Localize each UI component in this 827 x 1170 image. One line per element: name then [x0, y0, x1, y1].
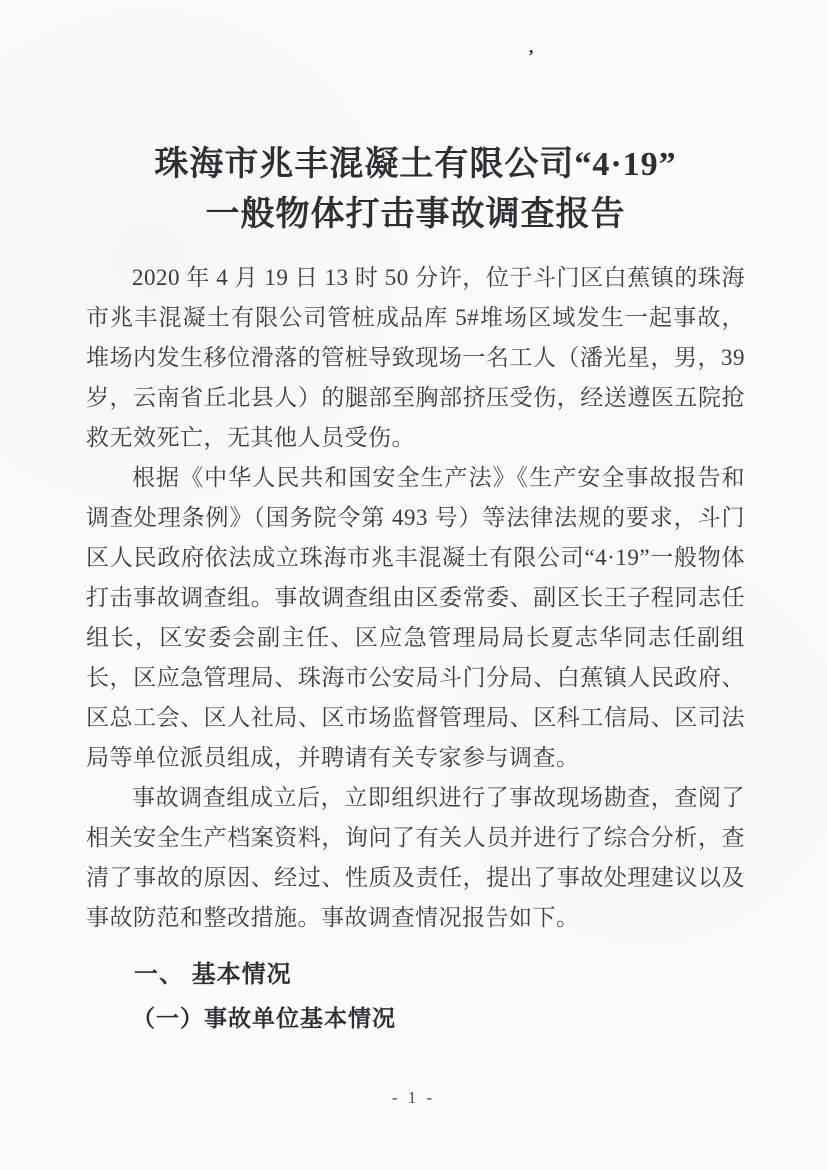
report-title-line2: 一般物体打击事故调查报告	[205, 196, 626, 233]
report-title	[86, 140, 745, 240]
paragraph-investigation-team: 根据《中华人民共和国安全生产法》《生产安全事故报告和调查处理条例》（国务院令第 493 号）等法律法规的要求，斗门区人民政府依法成立珠海市兆丰混凝土有限公司“4·19”一般物体打击事故调查组。事故调查组由区委常委、副区长王子程同志任组长，区安委会副主任、区应急管理局局长夏志华同志任副组长，区应急管理局、珠海市公安局斗门分局、白蕉镇人民政府、区总工会、区人社局、区市场监督管理局、区科工信局、区司法局等单位派员组成，并聘请有关专家参与调查。	[86, 465, 745, 770]
stray-comma-mark: ’	[528, 46, 534, 66]
report-title-line1: 珠海市兆丰混凝土有限公司“4·19”	[154, 146, 677, 183]
paragraph-incident-summary: 2020 年 4 月 19 日 13 时 50 分许，位于斗门区白蕉镇的珠海市兆丰混凝土有限公司管桩成品库 5#堆场区域发生一起事故，堆场内发生移位滑落的管桩导致现场一名工人（潘光星，男，39 岁，云南省丘北县人）的腿部至胸部挤压受伤，经送遵医五院抢救无效死亡，无其他人员受伤。	[86, 265, 745, 450]
subsection-heading-accident-unit-info: （一）事故单位基本情况	[132, 1006, 396, 1031]
page-number: - 1 -	[391, 1088, 436, 1107]
section-heading-basic-info: 一、 基本情况	[134, 961, 292, 988]
paragraph-investigation-work: 事故调查组成立后，立即组织进行了事故现场勘查，查阅了相关安全生产档案资料，询问了有关人员并进行了综合分析，查清了事故的原因、经过、性质及责任，提出了事故处理建议以及事故防范和整改措施。事故调查情况报告如下。	[86, 785, 745, 930]
